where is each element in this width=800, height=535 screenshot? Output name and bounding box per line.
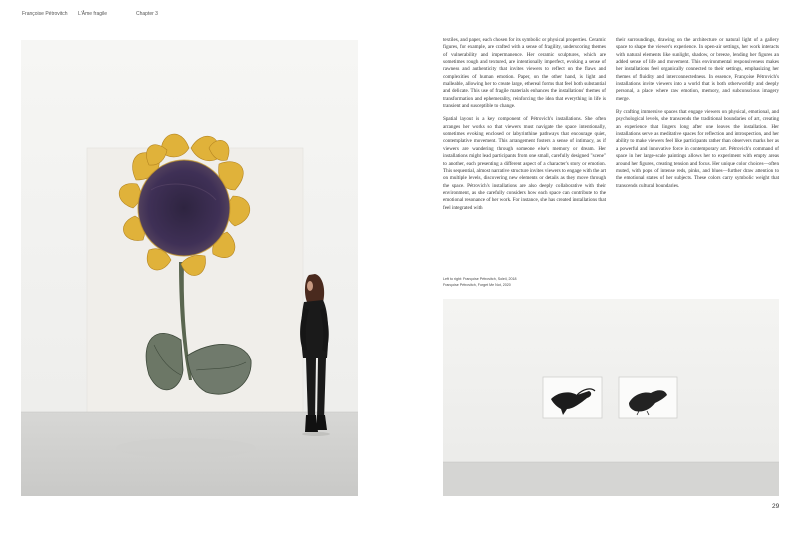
paragraph: By crafting immersive spaces that engage viewers on physical, emotional, and psychological levels, she transcends the traditional boundaries of art, creating an experience that lingers long after one leaves the installation. Her installations serve as meditative spaces for reflection and introspection, and her ability to make viewers feel like participants rather than observers marks her as a powerful and innovative force in contemporary art. Pétrovich's command of space in her large-scale paintings allows her to experiment with empty areas around her figures, creating tension and focus. Her unique color choices—often muted, with pops of intense reds, pinks, and blues—further draw attention to the emotional states of her subjects. These colors carry symbolic weight that transcends cultural boundaries. [616,109,779,189]
paragraph: textiles, and paper, each chosen for its symbolic or physical properties. Ceramic figures, for example, are crafted with a sense of fragility, underscoring themes of vulnerability and impermanence. Her ceramic sculptures, which are sometimes rough and textured, are intentionally imperfect, evoking a sense of rawness and authenticity that invites viewers to reflect on the flaws and complexities of human emotion. Paper, on the other hand, is light and malleable, allowing her to create large, ethereal forms that feel both substantial and delicate. This use of fragile materials enhances the installations' themes of transformation and ephemerality, reinforcing the idea that everything in life is transient and susceptible to change. [443,37,606,110]
page-number: 29 [772,503,780,510]
forget-me-not-artwork-photo [443,299,779,496]
body-text-column-2 [616,37,779,196]
running-header-title: L'Âme fragile [78,11,108,17]
caption-line: Left to right: Françoise Pétrovitch, Soleil, 2018 [443,277,517,281]
figure-caption [443,277,603,288]
body-text-column-1 [443,37,606,218]
sunflower-artwork-illustration [21,40,358,496]
bird-drawing-1 [543,377,602,418]
paragraph: their surroundings, drawing on the architecture or natural light of a gallery space to shape the viewer's experience. In open-air settings, her work interacts with natural elements like sunlight, shadow, or breeze, lending her figures an added sense of life and movement. This environmental responsiveness makes her installations feel organically connected to their settings, emphasizing her themes of fluidity and interconnectedness. In essence, Françoise Pétrovich's installations invite viewers into a world that is both otherworldly and deeply personal, a place where raw emotion, memory, and subconscious imagery merge. [616,37,779,102]
caption-line: Françoise Pétrovitch, Forget Me Not, 2020 [443,282,511,287]
sunflower-artwork-photo [21,40,358,496]
running-header-author: Françoise Pétrovitch [22,11,68,17]
bird-drawing-2 [619,377,677,418]
running-header-chapter: Chapter 3 [136,11,158,17]
gallery-wall-illustration [443,299,779,496]
paragraph: Spatial layout is a key component of Pétrovich's installations. She often arranges her works so that viewers must navigate the space intentionally, sometimes evoking enclosed or labyrinthine pathways that encourage quiet, contemplative movement. This arrangement fosters a sense of intimacy, as if viewers are wandering through someone else's memory or dream. Her installations might lead participants from one small, carefully designed "scene" to another, each presenting a different aspect of a character's story or emotion. This sequential, almost narrative structure invites viewers to engage with the art on multiple levels, discovering new elements or details as they move through the space. Pétrovich's installations are also deeply collaborative with their environment, as she carefully considers how each space can contribute to the emotional resonance of her work. For instance, she has created installations that feel integrated with [443,116,606,211]
